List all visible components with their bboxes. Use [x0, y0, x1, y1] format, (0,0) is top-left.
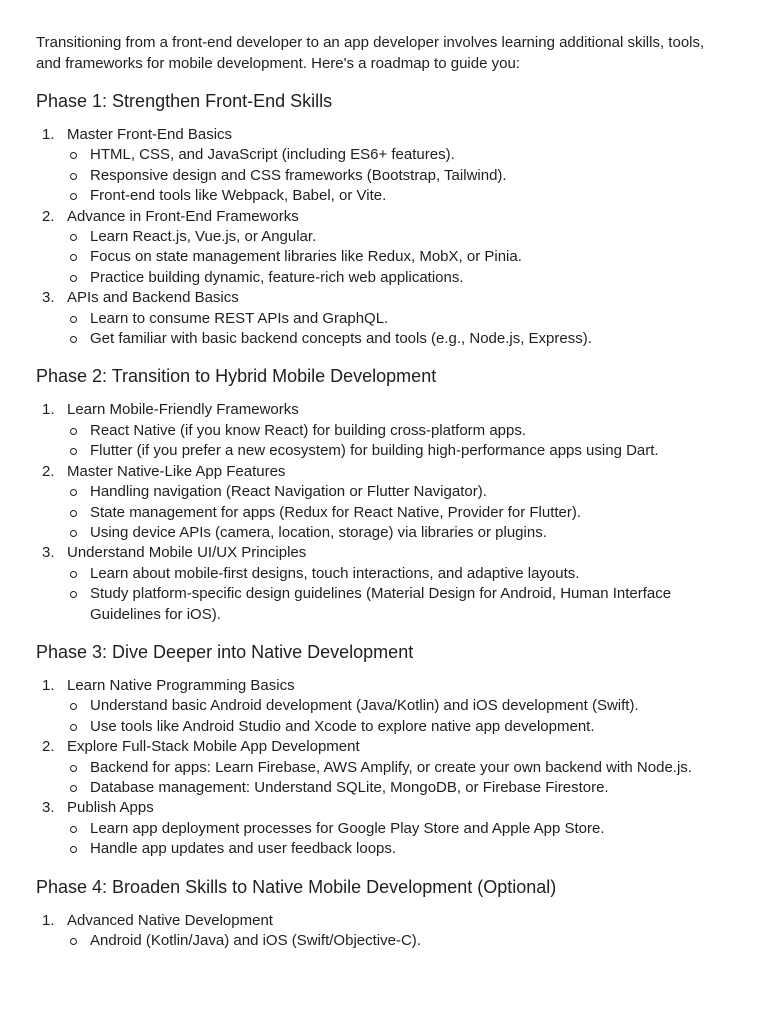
bullet-text: Learn about mobile-first designs, touch interactions, and adaptive layouts.	[90, 564, 580, 582]
bullet-item	[67, 931, 732, 951]
bullet-item	[67, 247, 732, 267]
bullet-item	[67, 166, 732, 186]
step-number: 1.	[42, 911, 55, 929]
phase-heading: Phase 4: Broaden Skills to Native Mobile Development (Optional)	[36, 876, 557, 897]
hollow-circle-bullet-icon	[70, 173, 77, 180]
bullet-item	[67, 523, 732, 543]
bullet-list	[67, 482, 732, 543]
step-item	[36, 400, 732, 461]
hollow-circle-bullet-icon	[70, 826, 77, 833]
bullet-text: Understand basic Android development (Java/Kotlin) and iOS development (Swift).	[90, 697, 639, 715]
bullet-item	[67, 839, 732, 859]
hollow-circle-bullet-icon	[70, 785, 77, 792]
bullet-text: Android (Kotlin/Java) and iOS (Swift/Objective-C).	[90, 932, 421, 949]
hollow-circle-bullet-icon	[70, 193, 77, 200]
bullet-list	[67, 564, 732, 625]
bullet-item	[67, 227, 732, 247]
bullet-item	[67, 268, 732, 288]
hollow-circle-bullet-icon	[70, 591, 77, 598]
step-item	[36, 207, 732, 289]
bullet-list	[67, 309, 732, 350]
hollow-circle-bullet-icon	[70, 254, 77, 261]
step-item	[36, 288, 732, 349]
bullet-text: Focus on state management libraries like Redux, MobX, or Pinia.	[90, 248, 522, 266]
bullet-item	[67, 696, 732, 716]
bullet-text: Database management: Understand SQLite, MongoDB, or Firebase Firestore.	[90, 778, 609, 796]
bullet-text: Front-end tools like Webpack, Babel, or Vite.	[90, 187, 387, 205]
step-title: Learn Native Programming Basics	[67, 676, 295, 694]
phase-section	[36, 640, 732, 860]
hollow-circle-bullet-icon	[70, 846, 77, 853]
phase-heading: Phase 2: Transition to Hybrid Mobile Development	[36, 366, 437, 387]
phase-section	[36, 875, 732, 952]
phase-heading: Phase 3: Dive Deeper into Native Development	[36, 641, 414, 662]
step-number: 1.	[42, 126, 55, 143]
hollow-circle-bullet-icon	[70, 234, 77, 241]
bullet-item	[67, 145, 732, 165]
step-title: Publish Apps	[67, 799, 154, 817]
step-title: Explore Full-Stack Mobile App Development	[67, 738, 360, 756]
hollow-circle-bullet-icon	[70, 703, 77, 710]
step-item	[36, 543, 732, 625]
bullet-text: Flutter (if you prefer a new ecosystem) for building high-performance apps using Dart.	[90, 442, 659, 460]
hollow-circle-bullet-icon	[70, 510, 77, 517]
bullet-text: State management for apps (Redux for React Native, Provider for Flutter).	[90, 503, 582, 521]
bullet-item	[67, 309, 732, 329]
bullet-item	[67, 421, 732, 441]
step-number: 2.	[42, 207, 55, 225]
intro-paragraph: Transitioning from a front-end developer to an app developer involves learning additional skills, tools, and frameworks for mobile development. Here's a roadmap to guide you:	[36, 34, 705, 72]
bullet-item	[67, 819, 732, 839]
bullet-item	[67, 758, 732, 778]
step-list	[36, 125, 732, 349]
hollow-circle-bullet-icon	[70, 724, 77, 731]
step-number: 2.	[42, 462, 55, 480]
bullet-text: HTML, CSS, and JavaScript (including ES6+ features).	[90, 146, 455, 164]
phase-section	[36, 89, 732, 349]
hollow-circle-bullet-icon	[70, 938, 77, 945]
step-item	[36, 737, 732, 798]
bullet-text: Get familiar with basic backend concepts and tools (e.g., Node.js, Express).	[90, 330, 592, 348]
step-item	[36, 462, 732, 544]
hollow-circle-bullet-icon	[70, 336, 77, 343]
bullet-item	[67, 584, 732, 625]
step-list	[36, 911, 732, 952]
step-item	[36, 911, 732, 952]
bullet-text: React Native (if you know React) for building cross-platform apps.	[90, 421, 527, 439]
bullet-text: Using device APIs (camera, location, storage) via libraries or plugins.	[90, 523, 547, 541]
step-item	[36, 798, 732, 859]
bullet-list	[67, 421, 732, 462]
hollow-circle-bullet-icon	[70, 428, 77, 435]
step-item	[36, 676, 732, 737]
step-number: 3.	[42, 544, 55, 562]
step-title: Advance in Front-End Frameworks	[67, 207, 299, 225]
step-list	[36, 676, 732, 860]
bullet-item	[67, 564, 732, 584]
bullet-item	[67, 441, 732, 461]
bullet-item	[67, 717, 732, 737]
bullet-text: Use tools like Android Studio and Xcode to explore native app development.	[90, 717, 595, 735]
phase-heading: Phase 1: Strengthen Front-End Skills	[36, 91, 333, 111]
phases-container	[36, 89, 732, 951]
bullet-item	[67, 482, 732, 502]
bullet-item	[67, 503, 732, 523]
hollow-circle-bullet-icon	[70, 571, 77, 578]
step-title: Master Front-End Basics	[67, 126, 233, 143]
step-list	[36, 400, 732, 624]
bullet-list	[67, 931, 732, 951]
bullet-text: Handling navigation (React Navigation or Flutter Navigator).	[90, 483, 487, 501]
hollow-circle-bullet-icon	[70, 275, 77, 282]
bullet-list	[67, 145, 732, 206]
bullet-text: Learn app deployment processes for Google Play Store and Apple App Store.	[90, 819, 605, 837]
bullet-text: Learn React.js, Vue.js, or Angular.	[90, 228, 317, 246]
bullet-text: Responsive design and CSS frameworks (Bootstrap, Tailwind).	[90, 166, 507, 184]
step-title: Master Native-Like App Features	[67, 462, 286, 480]
hollow-circle-bullet-icon	[70, 530, 77, 537]
step-title: Learn Mobile-Friendly Frameworks	[67, 401, 299, 419]
hollow-circle-bullet-icon	[70, 316, 77, 323]
step-number: 3.	[42, 799, 55, 817]
step-title: APIs and Backend Basics	[67, 289, 239, 307]
step-number: 1.	[42, 401, 55, 419]
bullet-list	[67, 696, 732, 737]
bullet-text: Backend for apps: Learn Firebase, AWS Amplify, or create your own backend with Node.js.	[90, 758, 692, 776]
hollow-circle-bullet-icon	[70, 489, 77, 496]
bullet-text: Study platform-specific design guidelines (Material Design for Android, Human Interface Guidelines for iOS).	[90, 585, 672, 623]
step-title: Advanced Native Development	[67, 911, 273, 929]
hollow-circle-bullet-icon	[70, 448, 77, 455]
step-number: 3.	[42, 289, 55, 307]
hollow-circle-bullet-icon	[70, 765, 77, 772]
bullet-list	[67, 758, 732, 799]
bullet-text: Handle app updates and user feedback loops.	[90, 840, 397, 858]
bullet-list	[67, 819, 732, 860]
step-item	[36, 125, 732, 207]
bullet-item	[67, 329, 732, 349]
phase-section	[36, 364, 732, 624]
hollow-circle-bullet-icon	[70, 152, 77, 159]
bullet-item	[67, 778, 732, 798]
bullet-text: Practice building dynamic, feature-rich web applications.	[90, 268, 464, 286]
bullet-item	[67, 186, 732, 206]
bullet-list	[67, 227, 732, 288]
step-number: 2.	[42, 738, 55, 756]
bullet-text: Learn to consume REST APIs and GraphQL.	[90, 309, 389, 327]
step-title: Understand Mobile UI/UX Principles	[67, 544, 307, 562]
step-number: 1.	[42, 676, 55, 694]
